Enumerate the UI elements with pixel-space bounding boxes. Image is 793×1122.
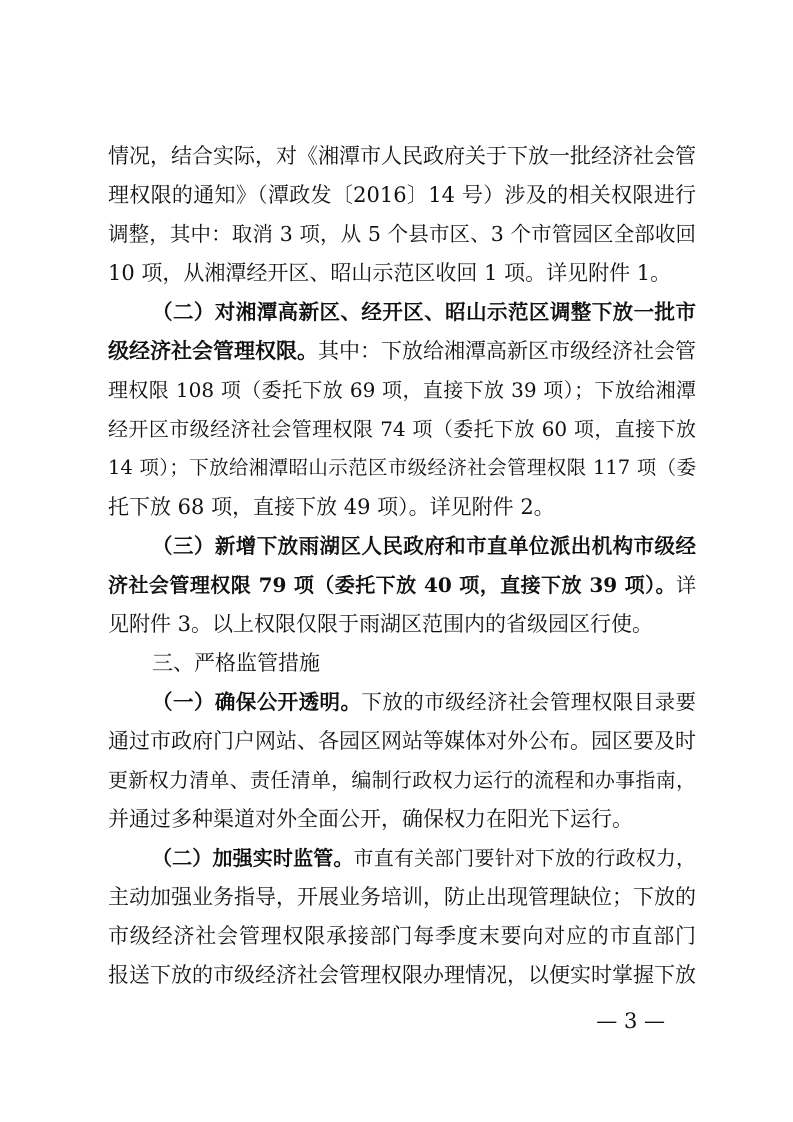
text-line-6 xyxy=(108,336,696,366)
text-line-4 xyxy=(108,258,696,288)
text-line-18 xyxy=(108,804,696,834)
text-line-11 xyxy=(152,531,696,561)
text-segment: 其中：下放给湘潭高新区市级经济社会管 xyxy=(318,339,696,363)
section-heading: （二）加强实时监管。 xyxy=(152,846,354,870)
text-segment: 经开区市级经济社会管理权限 74 项（委托下放 60 项，直接下放 xyxy=(108,417,696,441)
text-segment: 更新权力清单、责任清单，编制行政权力运行的流程和办事指南， xyxy=(108,768,696,792)
text-line-17 xyxy=(108,765,696,795)
text-segment: 14 项）；下放给湘潭昭山示范区市级经济社会管理权限 117 项（委 xyxy=(108,456,696,479)
text-line-21 xyxy=(108,921,696,951)
text-line-2 xyxy=(108,180,696,210)
section-heading: （三）新增下放雨湖区人民政府和市直单位派出机构市级经 xyxy=(152,534,696,558)
section-heading: 级经济社会管理权限。 xyxy=(108,338,318,363)
text-line-5 xyxy=(152,297,696,327)
text-segment: 见附件 3。以上权限仅限于雨湖区范围内的省级园区行使。 xyxy=(108,612,654,636)
text-line-8 xyxy=(108,414,696,444)
section-heading: （二）对湘潭高新区、经开区、昭山示范区调整下放一批市 xyxy=(152,300,696,324)
text-segment: 理权限的通知》（潭政发〔2016〕14 号）涉及的相关权限进行 xyxy=(108,183,696,207)
text-line-10 xyxy=(108,492,696,522)
text-segment: 调整，其中：取消 3 项，从 5 个县市区、3 个市管园区全部收回 xyxy=(108,222,696,246)
section-heading: （一）确保公开透明。 xyxy=(152,690,362,714)
text-segment: 市级经济社会管理权限承接部门每季度末要向对应的市直部门 xyxy=(108,924,696,948)
text-line-22 xyxy=(108,960,696,990)
text-segment: 情况，结合实际，对《湘潭市人民政府关于下放一批经济社会管 xyxy=(108,144,696,168)
text-line-3 xyxy=(108,219,696,249)
text-segment: 报送下放的市级经济社会管理权限办理情况，以便实时掌握下放 xyxy=(108,963,696,987)
text-segment: 并通过多种渠道对外全面公开，确保权力在阳光下运行。 xyxy=(108,807,633,831)
text-line-14 xyxy=(152,648,696,678)
text-segment: 市直有关部门要针对下放的行政权力， xyxy=(353,846,697,870)
text-segment: 详 xyxy=(676,573,696,597)
text-segment: 下放的市级经济社会管理权限目录要 xyxy=(361,690,697,714)
text-segment: 托下放 68 项，直接下放 49 项）。详见附件 2。 xyxy=(108,495,555,519)
text-line-1 xyxy=(108,141,696,171)
text-line-7 xyxy=(108,375,696,405)
text-line-9 xyxy=(108,453,696,483)
text-line-13 xyxy=(108,609,696,639)
text-line-15 xyxy=(152,687,696,717)
section-heading: 济社会管理权限 79 项（委托下放 40 项，直接下放 39 项）。 xyxy=(108,573,676,597)
text-segment: 主动加强业务指导，开展业务培训，防止出现管理缺位；下放的 xyxy=(108,885,696,909)
text-line-12 xyxy=(108,570,696,600)
page-number: — 3 — xyxy=(596,1009,665,1033)
chapter-heading: 三、严格监管措施 xyxy=(152,651,320,675)
text-line-16 xyxy=(108,726,696,756)
text-segment: 理权限 108 项（委托下放 69 项，直接下放 39 项）；下放给湘潭 xyxy=(108,378,696,402)
text-segment: 10 项，从湘潭经开区、昭山示范区收回 1 项。详见附件 1。 xyxy=(108,261,672,285)
text-line-20 xyxy=(108,882,696,912)
text-line-19 xyxy=(152,843,696,873)
text-segment: 通过市政府门户网站、各园区网站等媒体对外公布。园区要及时 xyxy=(108,729,696,753)
